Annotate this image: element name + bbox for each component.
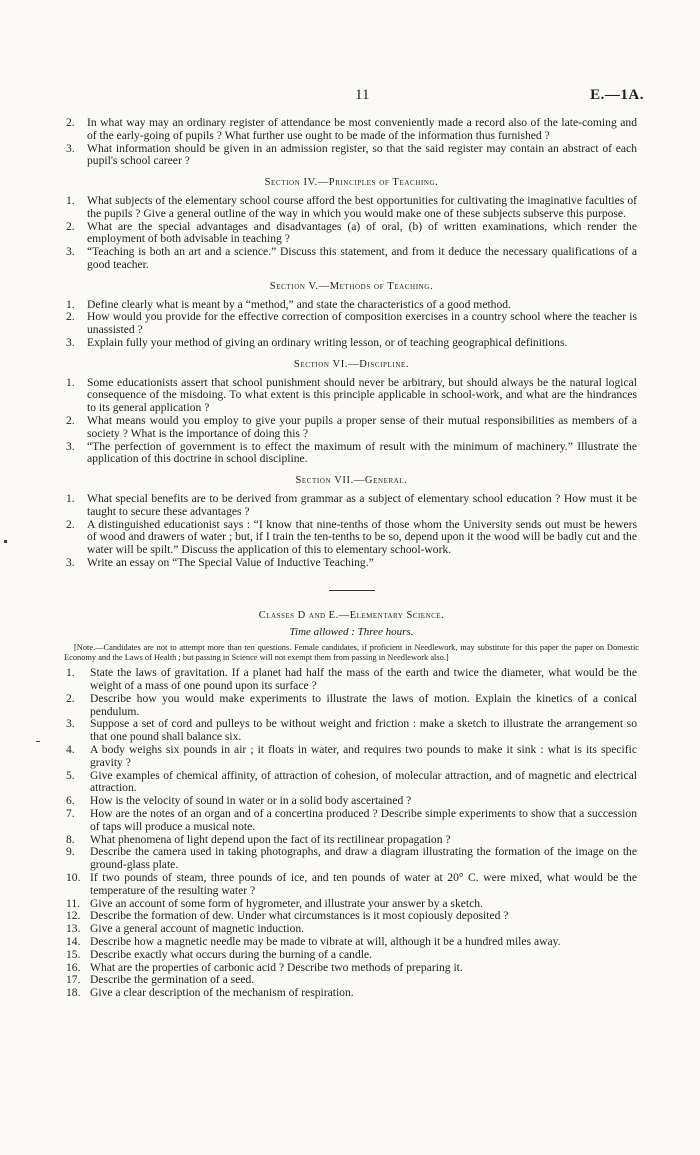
question-text: Describe exactly what occurs during the burning of a candle. (90, 947, 373, 961)
page-content (66, 117, 637, 1000)
question-number: 2. (66, 413, 75, 427)
question-text: A body weighs six pounds in air ; it floats in water, and requires two pounds to make it sink : what is its specific gravity ? (90, 743, 637, 769)
question-text: Give a general account of magnetic induction. (90, 922, 305, 936)
question-text: How would you provide for the effective correction of composition exercises in a country school where the teacher is unassisted ? (87, 310, 637, 337)
question-text: What means would you employ to give your pupils a proper sense of their mutual responsibilities as members of a society ? What is the importance of doing this ? (87, 413, 637, 440)
science-question-item (66, 667, 637, 693)
science-question-list (66, 667, 637, 1000)
question-text: What are the properties of carbonic acid ? Describe two methods of preparing it. (90, 960, 463, 974)
question-number: 14. (66, 935, 81, 949)
question-number: 8. (66, 832, 75, 846)
science-question-item (66, 846, 637, 872)
question-text: What are the special advantages and disadvantages (a) of oral, (b) of written examinations, which render the employment of both advisable in teaching ? (87, 219, 637, 246)
question-item (66, 377, 637, 415)
question-text: Describe the camera used in taking photographs, and draw a diagram illustrating the formation of the image on the ground-glass plate. (90, 845, 637, 872)
question-number: 3. (66, 555, 75, 569)
question-number: 6. (66, 794, 75, 808)
question-text: “Teaching is both an art and a science.” Discuss this statement, and from it deduce the necessary qualifications of a good teacher. (87, 245, 637, 271)
question-number: 2. (66, 691, 75, 705)
question-item (66, 221, 637, 247)
question-number: 1. (66, 666, 75, 680)
question-text: Give an account of some form of hygrometer, and illustrate your answer by a sketch. (90, 896, 483, 910)
question-number: 3. (66, 335, 75, 349)
question-number: 2. (66, 116, 75, 129)
question-number: 13. (66, 922, 81, 936)
question-text: What phenomena of light depend upon the fact of its rectilinear propagation ? (90, 832, 451, 846)
question-item (66, 143, 637, 169)
question-item (66, 557, 637, 570)
section-divider (329, 590, 375, 591)
question-number: 3. (66, 245, 75, 259)
question-number: 3. (66, 439, 75, 453)
question-text: “The perfection of government is to effect the maximum of result with the minimum of machinery.” Illustrate the application of this doctrine in school discipline. (87, 439, 637, 466)
question-item (66, 117, 637, 143)
science-question-item (66, 872, 637, 898)
section-heading-vii: Section VII.—General. (295, 475, 408, 487)
question-text: What subjects of the elementary school course afford the best opportunities for cultivating the imaginative faculties of the pupils ? Give a general outline of the way in which you would make one of these subjects subserve this purpose. (87, 193, 637, 220)
science-question-item (66, 949, 637, 962)
science-question-item (66, 744, 637, 770)
question-text: Write an essay on “The Special Value of Inductive Teaching.” (87, 555, 374, 569)
question-number: 2. (66, 517, 75, 531)
question-number: 9. (66, 845, 75, 859)
science-question-item (66, 718, 637, 744)
question-number: 2. (66, 310, 75, 324)
question-number: 12. (66, 909, 81, 923)
question-number: 5. (66, 768, 75, 782)
question-number: 18. (66, 986, 81, 1000)
candidates-note: [Note.—Candidates are not to attempt more than ten questions. Female candidates, if proficient in Needlework, may substitute for this paper the paper on Domestic Economy and the Laws of Health ; but passing in Science will not exempt them from passing in Needlework also.] (64, 643, 639, 663)
question-text: Some educationists assert that school punishment should never be arbitrary, but should always be the natural logical consequence of the misdoing. To what extent is this principle applicable in school-work, and what are the hindrances to its general application ? (87, 375, 637, 415)
page-number: 11 (355, 87, 370, 103)
question-text: If two pounds of steam, three pounds of ice, and ten pounds of water at 20° C. were mixed, what would be the temperature of the resulting water ? (90, 871, 637, 897)
question-number: 16. (66, 960, 81, 974)
science-question-item (66, 770, 637, 796)
question-text: Explain fully your method of giving an ordinary writing lesson, or of teaching geographical definitions. (87, 335, 568, 349)
question-text: Give examples of chemical affinity, of attraction of cohesion, of molecular attraction, and of magnetic and electrical attraction. (90, 768, 637, 795)
question-text: What information should be given in an admission register, so that the said register may contain an abstract of each pupil's school career ? (87, 141, 637, 168)
question-item (66, 415, 637, 441)
question-number: 3. (66, 717, 75, 731)
question-item (66, 493, 637, 519)
page-header (0, 87, 700, 107)
question-item (66, 519, 637, 557)
question-item (66, 441, 637, 467)
question-text: How are the notes of an organ and of a concertina produced ? Describe simple experiments to show that a succession of taps will produce a musical note. (90, 807, 637, 833)
question-number: 1. (66, 375, 75, 389)
question-number: 3. (66, 141, 75, 155)
question-number: 7. (66, 807, 75, 821)
question-number: 2. (66, 219, 75, 233)
question-text: Define clearly what is meant by a “method,” and state the characteristics of a good method. (87, 297, 511, 311)
question-text: How is the velocity of sound in water or in a solid body ascertained ? (90, 794, 412, 808)
margin-mark (4, 540, 7, 543)
question-block-continued (66, 117, 637, 168)
document-reference: E.—1A. (590, 87, 644, 103)
section-heading-v: Section V.—Methods of Teaching. (269, 280, 434, 292)
question-number: 1. (66, 491, 75, 505)
science-question-item (66, 693, 637, 719)
science-paper-title: Classes D and E.—Elementary Science. (258, 609, 445, 621)
question-number: 4. (66, 743, 75, 757)
question-item (66, 337, 637, 350)
question-text: Describe how a magnetic needle may be made to vibrate at will, although it be a hundred miles away. (90, 935, 561, 949)
time-allowed: Time allowed : Three hours. (289, 625, 414, 638)
question-number: 17. (66, 973, 81, 987)
question-text: Describe the formation of dew. Under what circumstances is it most copiously deposited ? (90, 909, 509, 923)
margin-mark (36, 741, 40, 742)
section-heading-iv: Section IV.—Principles of Teaching. (264, 177, 439, 189)
question-number: 15. (66, 947, 81, 961)
question-number: 11. (66, 896, 81, 910)
question-text: A distinguished educationist says : “I know that nine-tenths of those whom the University sends out must be hewers of wood and drawers of water ; but, if I train the ten-tenths to be so, depend upon it the wood will be badly cut and the water will be spilt.” Discuss the application of this to elementary school-work. (87, 517, 637, 557)
question-number: 1. (66, 193, 75, 207)
question-text: Suppose a set of cord and pulleys to be without weight and friction : make a sketch to illustrate the arrangement so that one pound shall balance six. (90, 717, 637, 744)
question-item (66, 311, 637, 337)
question-number: 10. (66, 871, 81, 885)
question-item (66, 195, 637, 221)
question-number: 1. (66, 297, 75, 311)
science-question-item (66, 808, 637, 834)
question-text: State the laws of gravitation. If a planet had half the mass of the earth and twice the diameter, what would be the weight of a mass of one pound upon its surface ? (90, 666, 637, 693)
science-question-item (66, 936, 637, 949)
question-text: Give a clear description of the mechanism of respiration. (90, 986, 354, 1000)
question-text: What special benefits are to be derived from grammar as a subject of elementary school education ? How must it be taught to secure these advantages ? (87, 491, 637, 518)
section-heading-vi: Section VI.—Discipline. (293, 358, 410, 370)
question-text: In what way may an ordinary register of attendance be most conveniently made a record also of the late-coming and of the early-going of pupils ? What further use ought to be made of the information thus furnished ? (87, 116, 637, 142)
question-item (66, 246, 637, 272)
question-text: Describe how you would make experiments to illustrate the laws of motion. Explain the kinetics of a conical pendulum. (90, 691, 637, 718)
question-text: Describe the germination of a seed. (90, 973, 255, 987)
science-question-item (66, 987, 637, 1000)
